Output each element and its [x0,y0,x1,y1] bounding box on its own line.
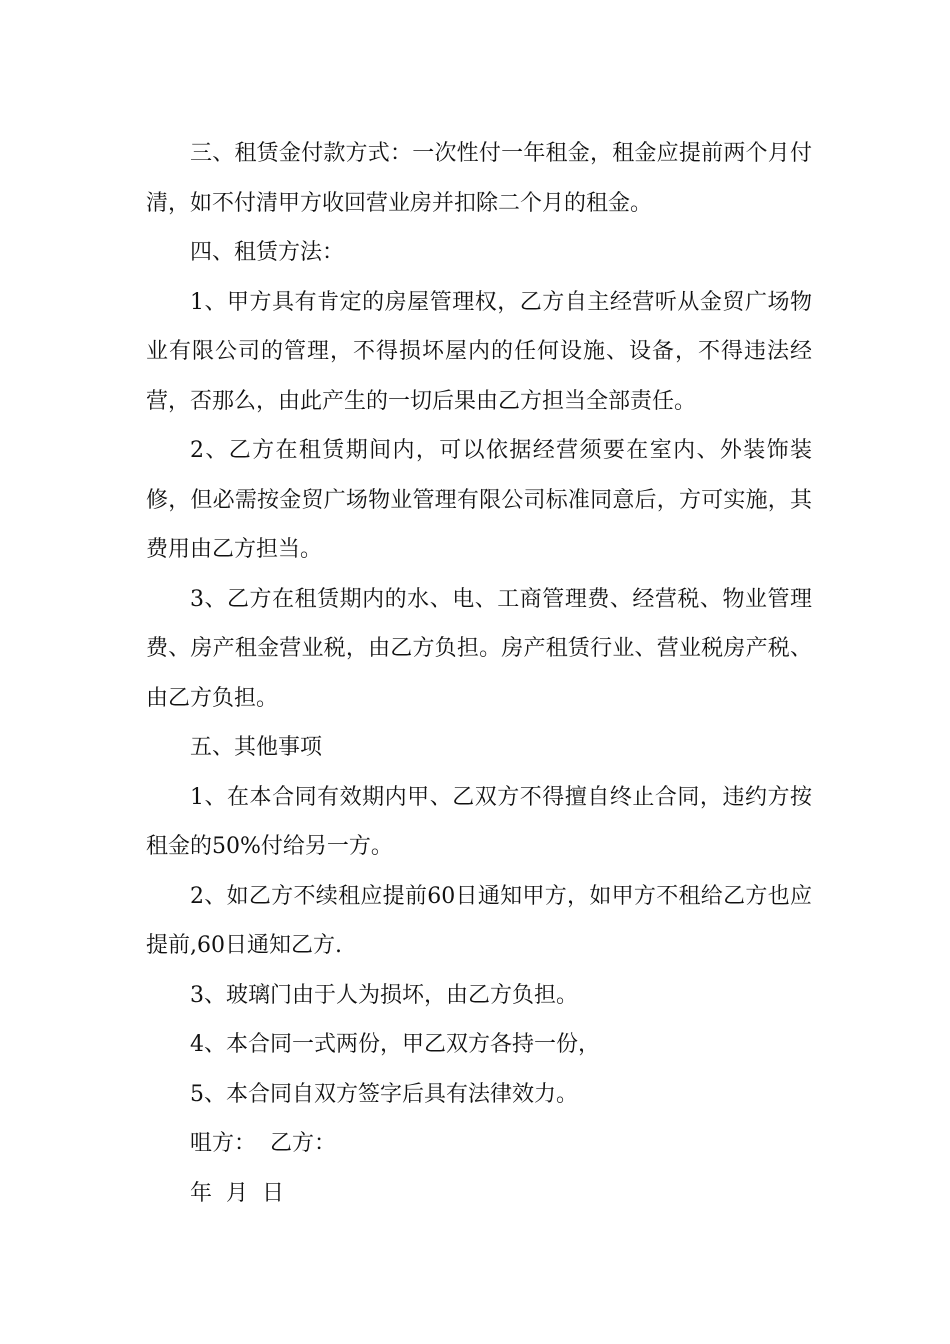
paragraph-clause-4-2: 2、乙方在租赁期间内，可以依据经营须要在室内、外装饰装修，但必需按金贸广场物业管理有限公司标准同意后，方可实施，其费用由乙方担当。 [146,438,812,562]
heading-other-matters: 五、其他事项 [190,735,323,760]
paragraph-clause-5-1: 1、在本合同有效期内甲、乙双方不得擅自终止合同，违约方按租金的50%付给另一方。 [146,784,812,859]
paragraph-clause-5-4: 4、本合同一式两份，甲乙双方各持一份， [190,1032,600,1057]
heading-lease-method: 四、租赁方法： [190,240,345,265]
date-line: 年 月 日 [190,1180,284,1206]
paragraph-clause-5-3: 3、玻璃门由于人为损坏，由乙方负担。 [190,982,578,1008]
paragraph-clause-4-1: 1、甲方具有肯定的房屋管理权，乙方自主经营听从金贸广场物业有限公司的管理，不得损坏屋内的任何设施、设备，不得违法经营，否那么，由此产生的一切后果由乙方担当全部责任。 [146,289,812,414]
paragraph-clause-4-3: 3、乙方在租赁期内的水、电、工商管理费、经营税、物业管理费、房产租金营业税，由乙方负担。房产租赁行业、营业税房产税、由乙方负担。 [146,586,812,711]
paragraph-clause-5-2: 2、如乙方不续租应提前60日通知甲方，如甲方不租给乙方也应提前,60日通知乙方. [146,883,812,958]
signature-line: 咀方： 乙方： [190,1131,336,1156]
contract-body [146,129,812,1218]
paragraph-clause-5-5: 5、本合同自双方签字后具有法律效力。 [190,1081,578,1107]
paragraph-payment-method: 三、租赁金付款方式：一次性付一年租金，租金应提前两个月付清，如不付清甲方收回营业房并扣除二个月的租金。 [146,141,812,216]
